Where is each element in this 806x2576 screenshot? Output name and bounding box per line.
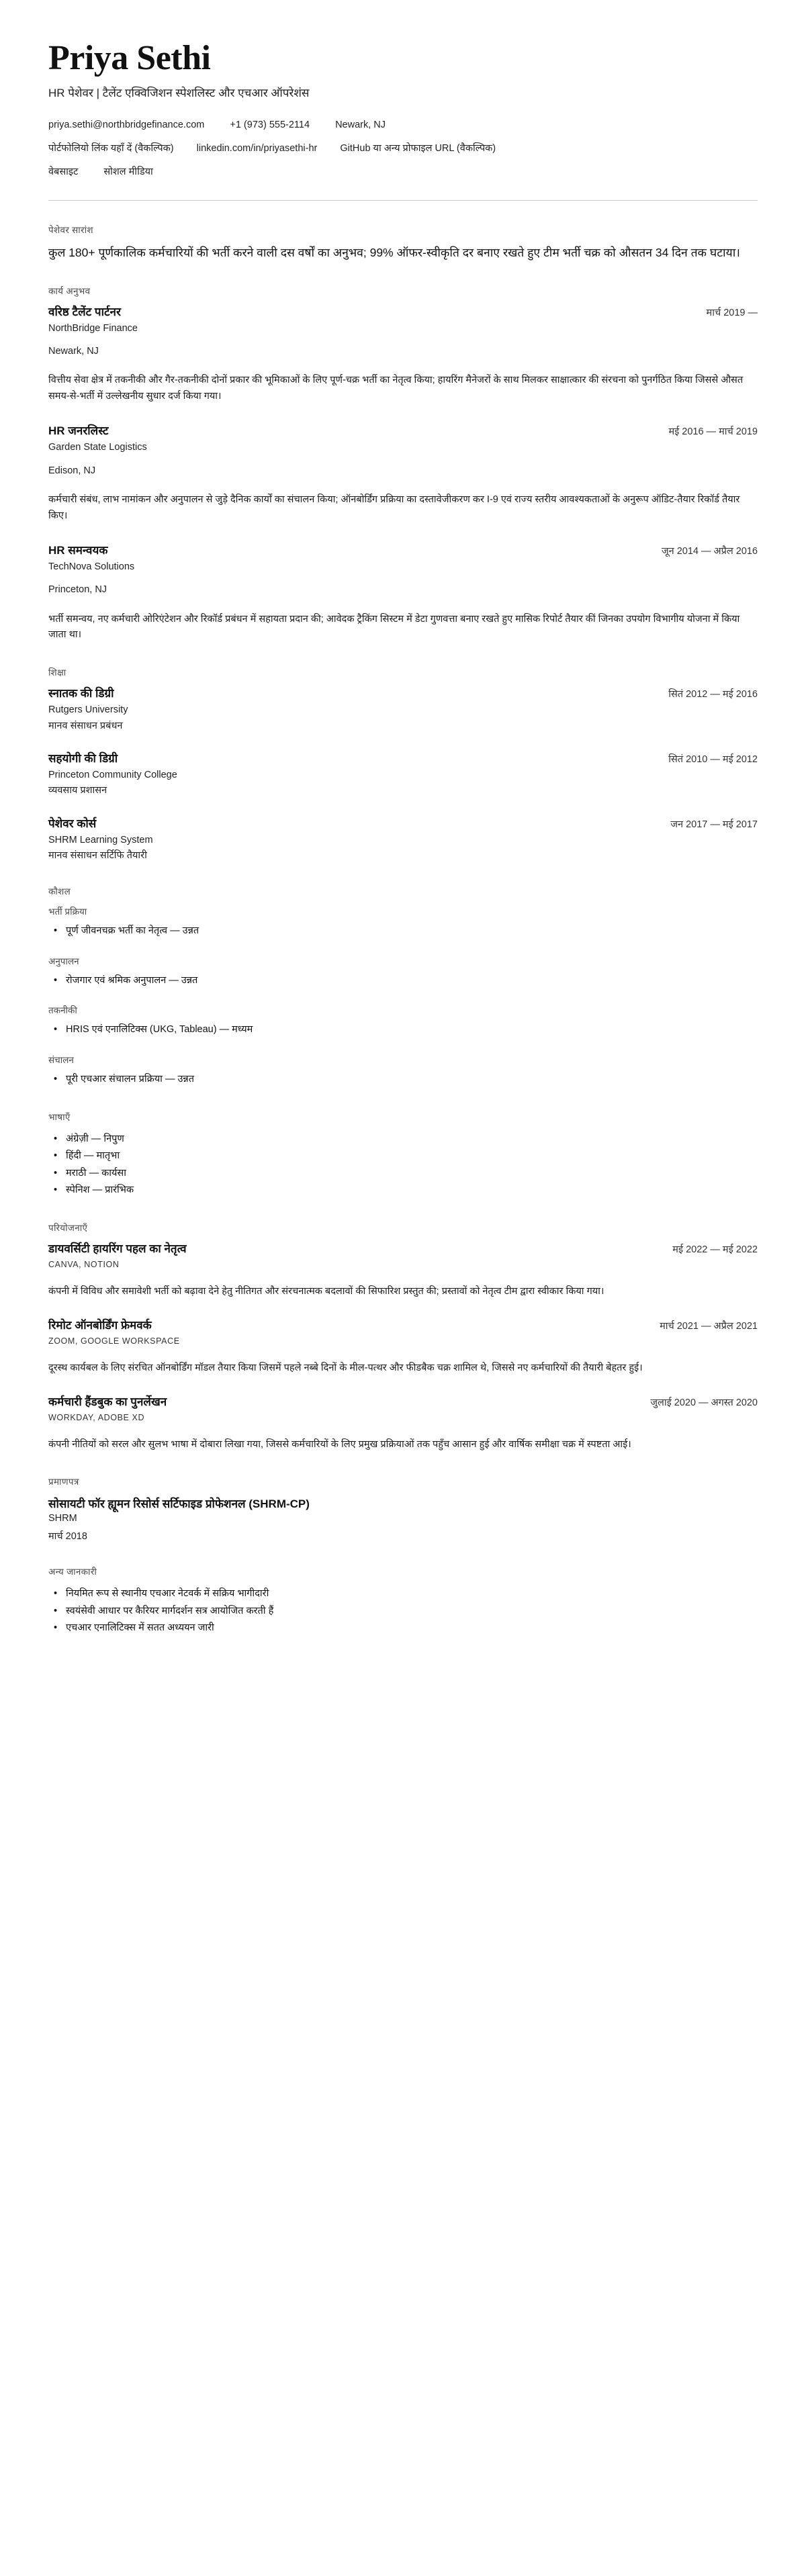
project-description: दूरस्थ कार्यबल के लिए संरचित ऑनबोर्डिंग मॉडल तैयार किया जिसमें पहले नब्बे दिनों के मील-पत्थर और फीडबैक चक्र शामिल थे, जिससे नए कर्मचारियों की तैयारी बेहतर हुई। [48,1362,643,1373]
extra-links-row [48,165,758,180]
section-skills [48,885,758,1088]
project-title: कर्मचारी हैंडबुक का पुनर्लेखन [48,1395,167,1409]
link-social-media[interactable]: सोशल मीडिया [103,166,153,177]
section-title-summary: पेशेवर सारांश [48,224,93,235]
skill-item: • रोजगार एवं श्रमिक अनुपालन — उन्नत [48,972,758,989]
experience-date: जून 2014 — अप्रैल 2016 [661,545,758,557]
project-tools: ZOOM, GOOGLE WORKSPACE [48,1336,180,1346]
language-item: • अंग्रेज़ी — निपुण [48,1131,758,1148]
additional-item: • स्वयंसेवी आधार पर कैरियर मार्गदर्शन सत्र आयोजित करती हैं [48,1603,758,1620]
education-entry-head [48,751,758,766]
skill-list [48,1071,758,1088]
skill-group-name: अनुपालन [48,956,79,966]
contact-phone: +1 (973) 555-2114 [230,120,310,131]
additional-item: • नियमित रूप से स्थानीय एचआर नेटवर्क में सक्रिय भागीदारी [48,1585,758,1602]
experience-description: कर्मचारी संबंध, लाभ नामांकन और अनुपालन से जुड़े दैनिक कार्यों का संचालन किया; ऑनबोर्डिंग प्रक्रिया का दस्तावेजीकरण कर I-9 एवं राज्य स्तरीय आवश्यकताओं के अनुरूप ऑडिट-तैयार रिकॉर्ड तैयार किए। [48,494,740,521]
experience-entry-head [48,543,758,558]
education-field: मानव संसाधन सर्टिफि तैयारी [48,850,147,862]
project-entry-head [48,1318,758,1333]
section-experience [48,285,758,644]
contact-row [48,118,758,133]
link-portfolio[interactable]: पोर्टफोलियो लिंक यहाँ दें (वैकल्पिक) [48,143,174,154]
language-item: • हिंदी — मातृभा [48,1148,758,1164]
experience-entry [48,543,758,644]
contact-location: Newark, NJ [335,120,386,131]
education-date: सितं 2012 — मई 2016 [668,689,758,700]
project-title: डायवर्सिटी हायरिंग पहल का नेतृत्व [48,1242,187,1256]
experience-date: मार्च 2019 — [706,307,758,318]
section-additional-info [48,1565,758,1637]
project-entry-head [48,1242,758,1256]
additional-list [48,1585,758,1637]
section-title-languages: भाषाएँ [48,1111,71,1122]
experience-entry [48,305,758,406]
resume-header [48,40,758,180]
header-tagline: HR पेशेवर | टैलेंट एक्विजिशन स्पेशलिस्ट और एचआर ऑपरेशंस [48,86,310,99]
link-linkedin[interactable]: linkedin.com/in/priyasethi-hr [196,143,318,154]
education-field: व्यवसाय प्रशासन [48,785,107,796]
section-certifications [48,1475,758,1543]
education-field: मानव संसाधन प्रबंधन [48,720,123,731]
certification-org: SHRM [48,1513,77,1524]
experience-entry [48,424,758,524]
summary-text: कुल 180+ पूर्णकालिक कर्मचारियों की भर्ती करने वाली दस वर्षों का अनुभव; 99% ऑफर-स्वीकृति दर बनाए रखते हुए टीम भर्ती चक्र को औसतन 34 दिन तक घटाया। [48,245,740,259]
section-title-certifications: प्रमाणपत्र [48,1477,79,1487]
project-date: जुलाई 2020 — अगस्त 2020 [650,1397,758,1409]
certification-date: मार्च 2018 [48,1531,87,1543]
experience-location: Newark, NJ [48,346,99,357]
project-date: मार्च 2021 — अप्रैल 2021 [660,1321,758,1332]
section-title-education: शिक्षा [48,668,66,678]
skill-item: • पूरी एचआर संचालन प्रक्रिया — उन्नत [48,1071,758,1088]
education-date: जन 2017 — मई 2017 [670,819,758,830]
language-item: • स्पेनिश — प्रारंभिक [48,1182,758,1199]
page-title: Priya Sethi [48,39,211,77]
experience-description: भर्ती समन्वय, नए कर्मचारी ओरिएंटेशन और रिकॉर्ड प्रबंधन में सहायता प्रदान की; आवेदक ट्रैकिंग सिस्टम में डेटा गुणवत्ता बनाए रखते हुए मासिक रिपोर्ट तैयार कीं जिनका उपयोग विभागीय योजना में किया जाता था। [48,613,740,641]
skill-group-name: तकनीकी [48,1005,77,1016]
education-entry [48,817,758,863]
project-entry [48,1318,758,1376]
project-title: रिमोट ऑनबोर्डिंग फ्रेमवर्क [48,1319,152,1332]
project-entry [48,1395,758,1453]
skill-group [48,905,758,939]
education-degree: पेशेवर कोर्स [48,817,97,830]
education-entry [48,751,758,798]
certification-entry [48,1496,758,1543]
skill-group-name: संचालन [48,1054,74,1065]
section-projects [48,1222,758,1453]
education-degree: स्नातक की डिग्री [48,687,114,700]
section-education [48,666,758,862]
skill-group [48,1004,758,1038]
skill-group-name: भर्ती प्रक्रिया [48,907,87,917]
language-list [48,1131,758,1199]
education-school: Princeton Community College [48,770,177,781]
project-entry-head [48,1395,758,1410]
skill-item: • HRIS एवं एनालिटिक्स (UKG, Tableau) — मध्यम [48,1021,758,1038]
education-school: SHRM Learning System [48,834,153,845]
experience-job-title: वरिष्ठ टैलेंट पार्टनर [48,305,121,318]
project-entry [48,1242,758,1299]
education-school: Rutgers University [48,704,128,716]
experience-org: NorthBridge Finance [48,322,138,334]
project-description: कंपनी नीतियों को सरल और सुलभ भाषा में दोबारा लिखा गया, जिससे कर्मचारियों के लिए प्रमुख प्रक्रियाओं तक पहुँच आसान हुई और वार्षिक समीक्षा चक्र में स्पष्टता आई। [48,1438,631,1450]
education-entry [48,686,758,733]
education-degree: सहयोगी की डिग्री [48,752,118,766]
links-row [48,142,758,156]
section-title-additional: अन्य जानकारी [48,1567,97,1577]
skill-list [48,1021,758,1038]
section-summary [48,224,758,262]
contact-email[interactable]: priya.sethi@northbridgefinance.com [48,120,205,131]
skill-list [48,972,758,989]
link-github[interactable]: GitHub या अन्य प्रोफाइल URL (वैकल्पिक) [340,143,496,154]
experience-job-title: HR जनरलिस्ट [48,424,109,438]
education-entry-head [48,817,758,831]
education-entry-head [48,686,758,701]
section-title-skills: कौशल [48,886,71,897]
additional-item: • एचआर एनालिटिक्स में सतत अध्ययन जारी [48,1620,758,1637]
experience-entry-head [48,424,758,439]
link-website[interactable]: वेबसाइट [48,166,79,177]
project-tools: CANVA, NOTION [48,1259,120,1269]
certification-title: सोसायटी फॉर ह्यूमन रिसोर्स सर्टिफाइड प्रोफेशनल (SHRM-CP) [48,1498,310,1511]
experience-description: वित्तीय सेवा क्षेत्र में तकनीकी और गैर-तकनीकी दोनों प्रकार की भूमिकाओं के लिए पूर्ण-चक्र भर्ती का नेतृत्व किया; हायरिंग मैनेजरों के साथ मिलकर साक्षात्कार की संरचना को पुनर्गठित किया जिससे औसत समय-से-भर्ती में उल्लेखनीय सुधार दर्ज किया गया। [48,375,744,402]
section-languages [48,1111,758,1199]
experience-date: मई 2016 — मार्च 2019 [668,426,758,438]
experience-entry-head [48,305,758,320]
skill-list [48,923,758,939]
experience-org: TechNova Solutions [48,561,135,572]
project-date: मई 2022 — मई 2022 [672,1244,758,1256]
section-title-experience: कार्य अनुभव [48,285,91,296]
skill-group [48,955,758,989]
skill-item: • पूर्ण जीवनचक्र भर्ती का नेतृत्व — उन्नत [48,923,758,939]
header-divider [48,200,758,201]
experience-job-title: HR समन्वयक [48,543,108,557]
skill-group [48,1054,758,1088]
experience-org: Garden State Logistics [48,442,147,453]
project-tools: WORKDAY, ADOBE XD [48,1412,145,1422]
experience-location: Edison, NJ [48,465,96,476]
section-title-projects: परियोजनाएँ [48,1223,88,1234]
project-description: कंपनी में विविध और समावेशी भर्ती को बढ़ावा देने हेतु नीतिगत और संरचनात्मक बदलावों की सिफारिश प्रस्तुत की; प्रस्तावों को नेतृत्व टीम द्वारा स्वीकार किया गया। [48,1285,604,1297]
education-date: सितं 2010 — मई 2012 [668,754,758,766]
language-item: • मराठी — कार्यसा [48,1165,758,1182]
experience-location: Princeton, NJ [48,584,107,596]
